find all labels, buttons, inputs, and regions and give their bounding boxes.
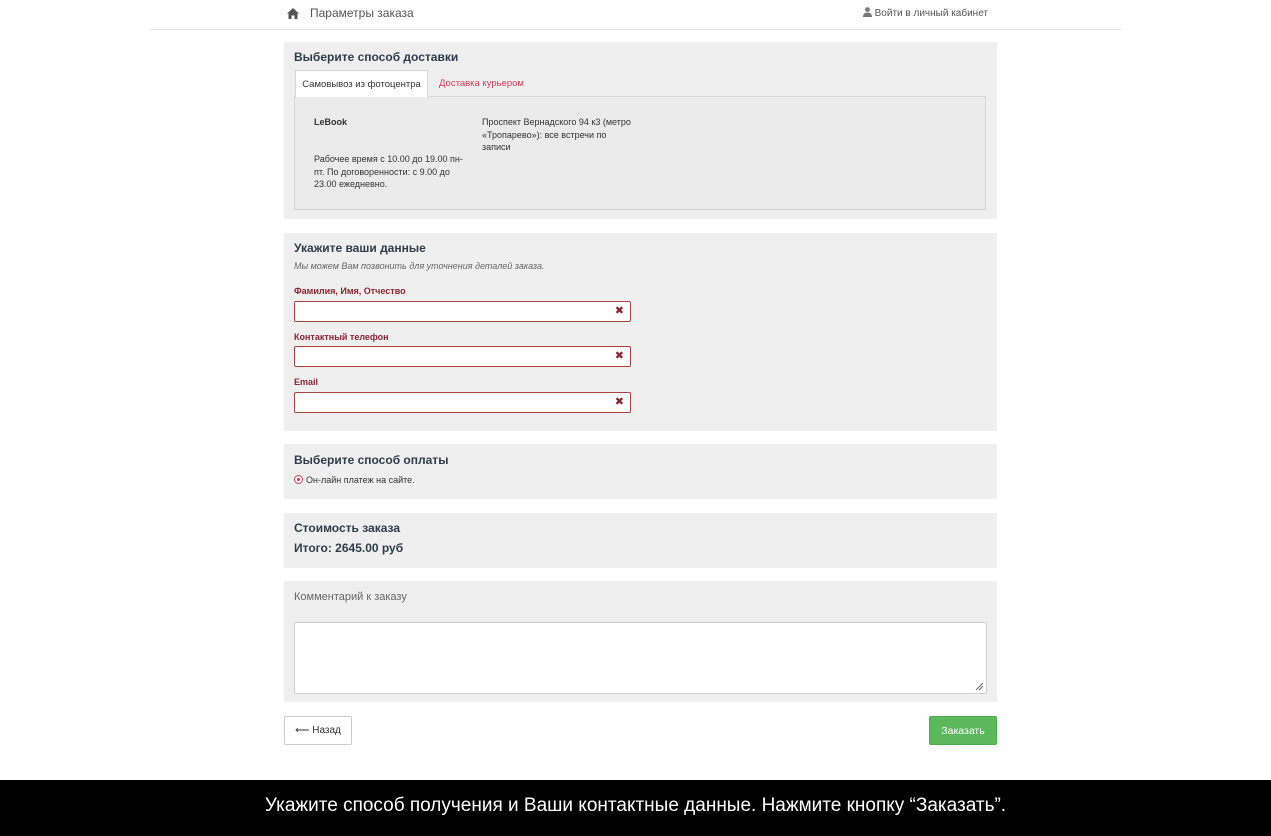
- comment-section: [284, 581, 997, 702]
- comment-label: Комментарий к заказу: [294, 591, 407, 603]
- back-button[interactable]: ⟵ Назад: [284, 716, 352, 745]
- order-button[interactable]: Заказать: [929, 716, 997, 745]
- delivery-section: [284, 42, 997, 219]
- comment-input[interactable]: [295, 623, 986, 693]
- cost-section: [284, 513, 997, 568]
- email-input[interactable]: [299, 394, 613, 413]
- login-label: Войти в личный кабинет: [874, 8, 988, 19]
- fullname-clear-icon[interactable]: ✖: [614, 305, 624, 317]
- payment-title: Выберите способ оплаты: [294, 453, 449, 467]
- top-navbar: [150, 0, 1121, 30]
- resize-grip-icon[interactable]: [975, 682, 984, 691]
- email-field[interactable]: [294, 392, 631, 413]
- email-label: Email: [294, 377, 319, 387]
- pickup-tab-content: [294, 96, 986, 210]
- email-clear-icon[interactable]: ✖: [614, 396, 624, 408]
- payment-section: [284, 444, 997, 499]
- breadcrumb-current: Параметры заказа: [310, 6, 414, 20]
- pickup-hours: Рабочее время с 10.00 до 19.00 пн-пт. По договоренности: с 9.00 до 23.00 ежедневно.: [314, 154, 463, 190]
- payment-radio-online[interactable]: [294, 475, 303, 484]
- delivery-title: Выберите способ доставки: [294, 50, 459, 64]
- comment-textarea[interactable]: [294, 622, 987, 694]
- home-icon[interactable]: [287, 8, 299, 19]
- tab-courier[interactable]: Доставка курьером: [439, 78, 524, 89]
- phone-input[interactable]: [299, 348, 613, 367]
- contact-section: [284, 233, 997, 431]
- order-total: Итого: 2645.00 руб: [294, 541, 404, 555]
- cost-title: Стоимость заказа: [294, 521, 401, 535]
- login-link[interactable]: [863, 7, 988, 19]
- fullname-input[interactable]: [299, 303, 613, 322]
- user-icon: [863, 7, 872, 17]
- fullname-label: Фамилия, Имя, Отчество: [294, 286, 406, 296]
- phone-clear-icon[interactable]: ✖: [614, 350, 624, 362]
- phone-field[interactable]: [294, 346, 631, 367]
- instruction-caption-bar: [0, 780, 1271, 836]
- tab-pickup[interactable]: Самовывоз из фотоцентра: [295, 70, 428, 97]
- pickup-address: Проспект Вернадского 94 к3 (метро «Тропарево»): все встречи по записи: [482, 117, 631, 153]
- pickup-point-name: LeBook: [314, 117, 348, 127]
- fullname-field[interactable]: [294, 301, 631, 322]
- payment-option-label[interactable]: Он-лайн платеж на сайте.: [306, 475, 415, 485]
- phone-label: Контактный телефон: [294, 332, 389, 342]
- instruction-caption: Укажите способ получения и Ваши контактные данные. Нажмите кнопку “Заказать”.: [264, 795, 1007, 816]
- contact-title: Укажите ваши данные: [294, 241, 426, 255]
- contact-note: Мы можем Вам позвонить для уточнения деталей заказа.: [294, 261, 545, 271]
